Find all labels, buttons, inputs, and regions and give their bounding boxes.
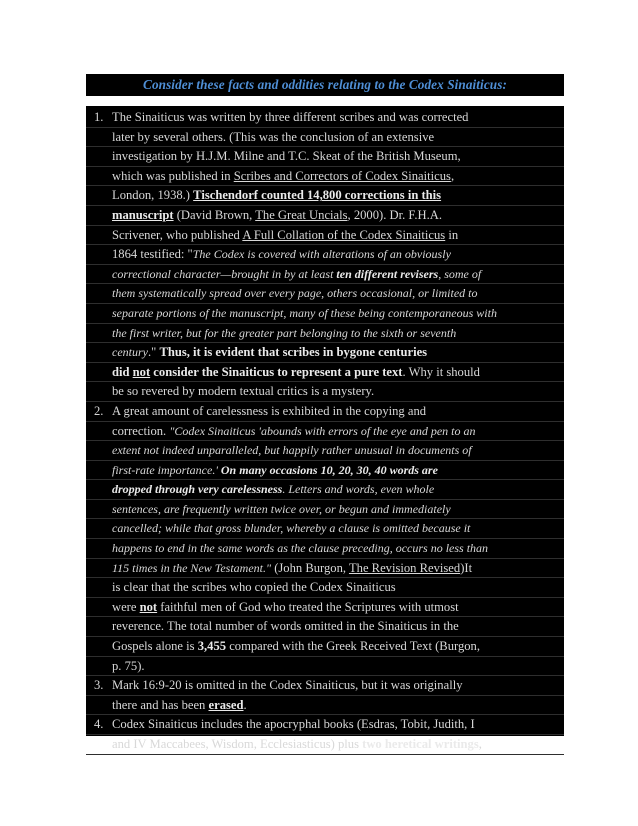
list-line: be so revered by modern textual critics is a mystery. [86, 382, 564, 402]
emphasis-text: ten different revisers [336, 266, 439, 281]
list-line: and IV Maccabees, Wisdom, Ecclesiasticus) plus two heretical writings, [86, 735, 564, 755]
list-line: Gospels alone is 3,455 compared with the Greek Received Text (Burgon, [86, 637, 564, 657]
list-line: them systematically spread over every page, others occasional, or limited to [86, 284, 564, 304]
list-line: 115 times in the New Testament." (John Burgon, The Revision Revised)It [86, 559, 564, 579]
list-line: cancelled; while that gross blunder, whereby a clause is omitted because it [86, 519, 564, 539]
list-line: there and has been erased. [86, 696, 564, 716]
emphasis-text: manuscript [112, 207, 174, 222]
book-title: The Revision Revised [348, 560, 461, 575]
emphasis-text: 3,455 [197, 639, 227, 654]
list-line: 4. Codex Sinaiticus includes the apocryphal books (Esdras, Tobit, Judith, I [86, 715, 564, 735]
list-number: 3. [94, 678, 104, 693]
facts-list [86, 108, 564, 755]
list-line: the first writer, but for the greater part belonging to the sixth or seventh [86, 324, 564, 344]
list-line: 1864 testified: "The Codex is covered with alterations of an obviously [86, 245, 564, 265]
list-line: is clear that the scribes who copied the Codex Sinaiticus [86, 578, 564, 598]
page-heading: Consider these facts and oddities relating to the Codex Sinaiticus: [86, 74, 564, 96]
book-title: The Great Uncials [255, 207, 348, 222]
book-title: Scribes and Correctors of Codex Sinaiticus [233, 168, 451, 183]
list-number: 2. [94, 403, 104, 418]
book-title: A Full Collation of the Codex Sinaiticus [242, 227, 446, 242]
list-line: p. 75). [86, 657, 564, 677]
list-line: dropped through very carelessness. Letters and words, even whole [86, 480, 564, 500]
list-line: first-rate importance.' On many occasions 10, 20, 30, 40 words are [86, 461, 564, 481]
emphasis-text: erased [208, 697, 244, 712]
list-line: extent not indeed unparalleled, but happily rather unusual in documents of [86, 441, 564, 461]
list-number: 1. [94, 110, 104, 124]
list-line: manuscript (David Brown, The Great Uncials, 2000). Dr. F.H.A. [86, 206, 564, 226]
list-line: London, 1938.) Tischendorf counted 14,800 corrections in this [86, 186, 564, 206]
quote-text: "Codex Sinaiticus 'abounds with errors of the eye and pen to an [169, 423, 476, 438]
list-line: happens to end in the same words as the clause preceding, occurs no less than [86, 539, 564, 559]
list-line: 3. Mark 16:9-20 is omitted in the Codex Sinaiticus, but it was originally [86, 676, 564, 696]
list-line: later by several others. (This was the conclusion of an extensive [86, 128, 564, 148]
list-line: sentences, are frequently written twice over, or begun and immediately [86, 500, 564, 520]
list-line: correctional character—brought in by at least ten different revisers, some of [86, 265, 564, 285]
list-line: 2. A great amount of carelessness is exhibited in the copying and [86, 402, 564, 422]
emphasis-text: not [132, 364, 151, 379]
emphasis-text: not [139, 599, 158, 614]
list-number: 4. [94, 717, 104, 732]
emphasis-text: dropped through very carelessness [112, 482, 283, 497]
emphasis-text: two heretical writings [362, 737, 479, 751]
list-line: 1. The Sinaiticus was written by three different scribes and was corrected [86, 108, 564, 128]
emphasis-text: Thus, it is evident that scribes in bygone centuries [159, 345, 428, 360]
list-line: reverence. The total number of words omitted in the Sinaiticus in the [86, 617, 564, 637]
emphasis-text: On many occasions 10, 20, 30, 40 words are [220, 462, 438, 477]
emphasis-text: Tischendorf counted 14,800 corrections in this [193, 188, 442, 203]
list-line: century." Thus, it is evident that scribes in bygone centuries [86, 343, 564, 363]
list-line: did not consider the Sinaiticus to represent a pure text. Why it should [86, 363, 564, 383]
quote-text: The Codex is covered with alterations of an obviously [192, 247, 451, 262]
list-line: were not faithful men of God who treated the Scriptures with utmost [86, 598, 564, 618]
list-line: Scrivener, who published A Full Collation of the Codex Sinaiticus in [86, 226, 564, 246]
list-line: separate portions of the manuscript, many of these being contemporaneous with [86, 304, 564, 324]
list-line: investigation by H.J.M. Milne and T.C. Skeat of the British Museum, [86, 147, 564, 167]
list-line: correction. "Codex Sinaiticus 'abounds with errors of the eye and pen to an [86, 422, 564, 442]
list-line: which was published in Scribes and Correctors of Codex Sinaiticus, [86, 167, 564, 187]
